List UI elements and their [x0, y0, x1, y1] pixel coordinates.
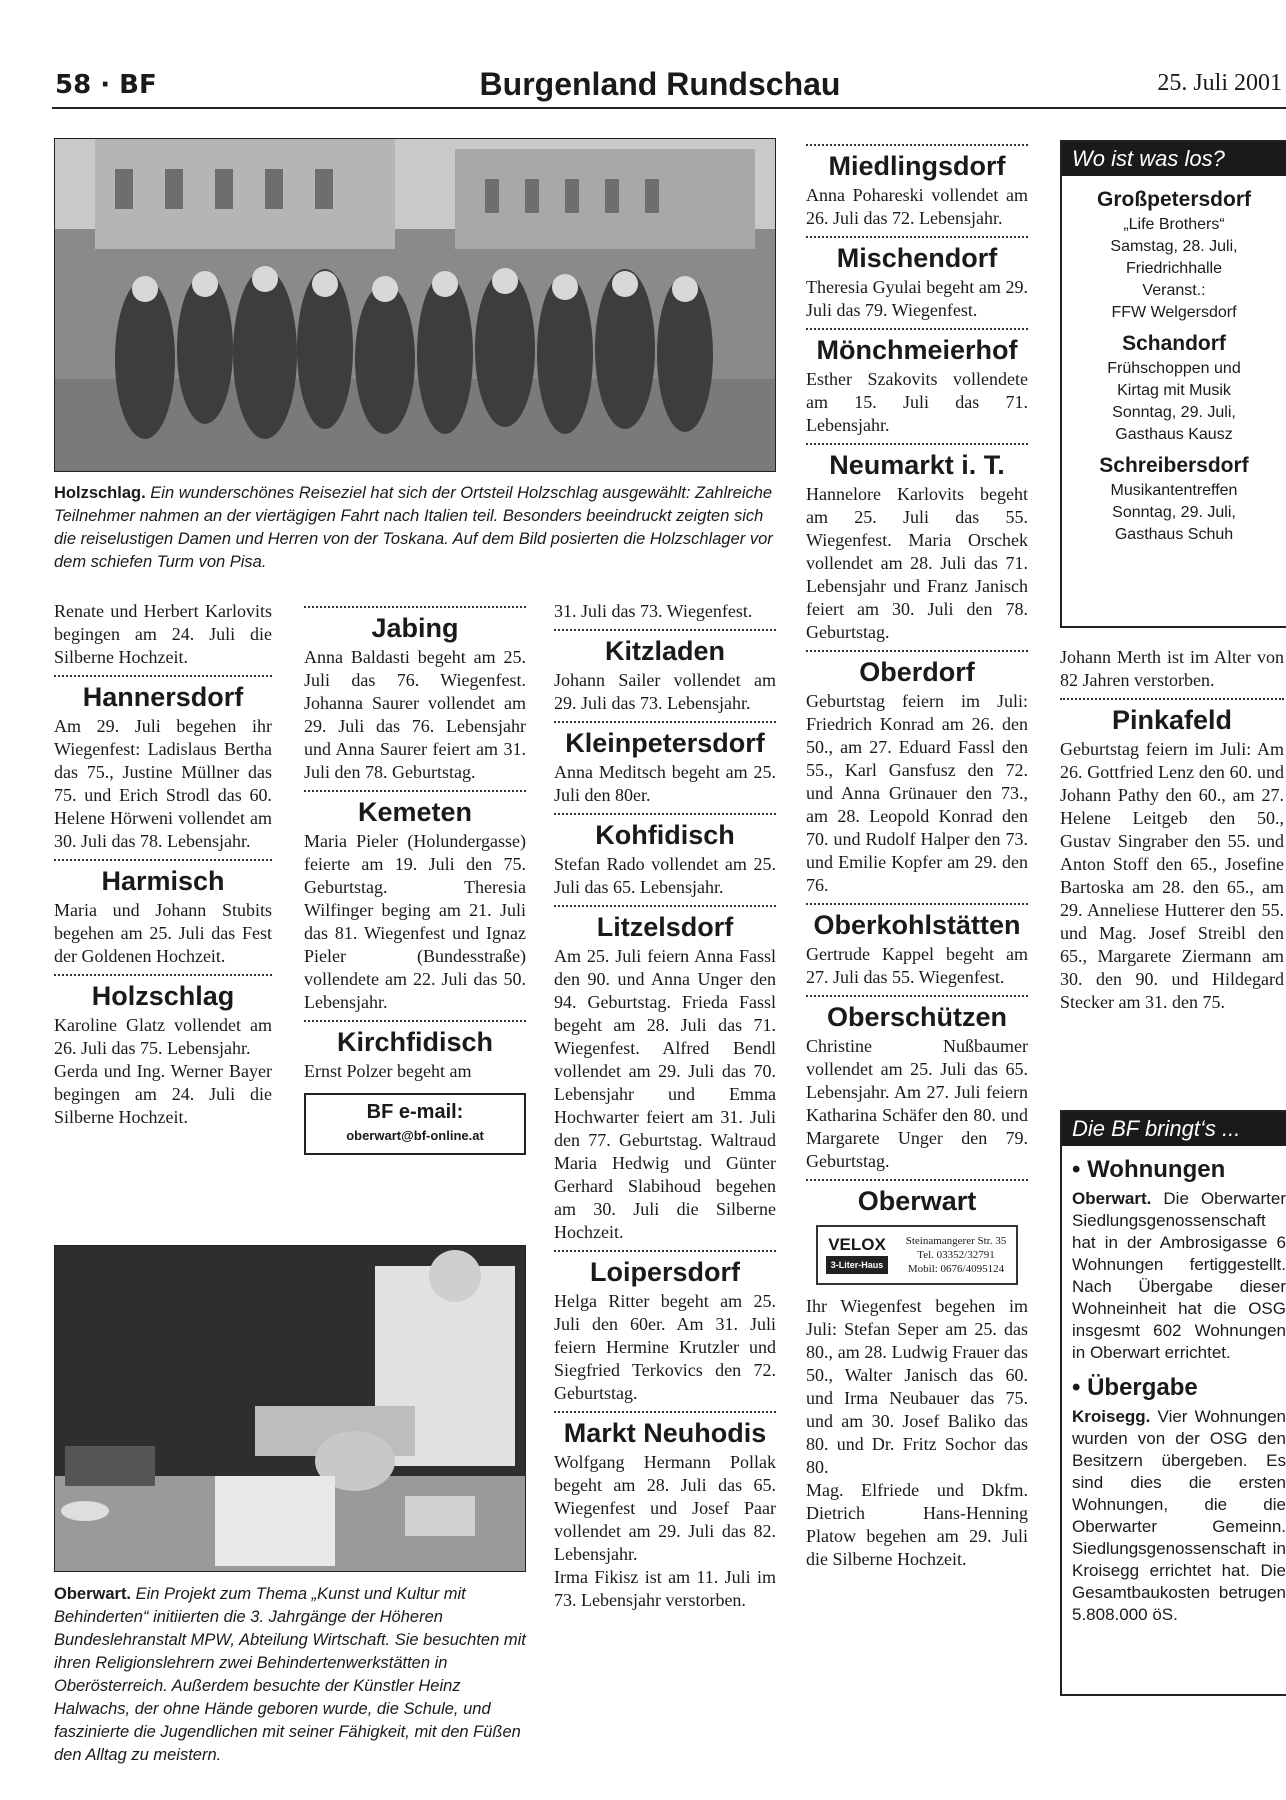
velox-mobile: Mobil: 0676/4095124: [907, 1263, 1005, 1275]
event-line: „Life Brothers“: [1123, 216, 1225, 233]
divider: [54, 859, 272, 861]
col4-text-oberkohlstaetten: Gertrude Kappel begeht am 27. Juli das 55. Wiegenfest.: [806, 944, 1028, 987]
velox-phone: Tel. 03352/32791: [917, 1249, 995, 1261]
col3-text-markt-neuhodis-2: Irma Fikisz ist am 11. Juli im 73. Lebensjahr verstorben.: [554, 1567, 776, 1610]
photo1-caption-place: Holzschlag.: [54, 484, 146, 502]
velox-logo-tag: 3-Liter-Haus: [826, 1256, 888, 1274]
divider: [304, 1020, 526, 1022]
divider: [806, 1179, 1028, 1181]
col4-text-oberschuetzen: Christine Nußbaumer vollendet am 25. Juli das 65. Lebensjahr. Am 27. Juli feiern Katharina Schäfer den 80. und Margarete Unger den 79. Geburtstag.: [806, 1036, 1028, 1171]
event-line: Kirtag mit Musik: [1117, 382, 1231, 399]
wohnungen-place: Oberwart.: [1072, 1189, 1152, 1208]
col3-text-kohfidisch: Stefan Rado vollendet am 25. Juli das 65. Lebensjahr.: [554, 854, 776, 897]
text-wohnungen: [1072, 1188, 1286, 1364]
divider: [806, 903, 1028, 905]
event-line: Gasthaus Kausz: [1115, 426, 1233, 443]
col3-heading-markt-neuhodis: Markt Neuhodis: [563, 1418, 767, 1448]
velox-ad-text: [896, 1234, 1016, 1276]
divider: [54, 675, 272, 677]
col1-intro: Renate und Herbert Karlovits begingen am 24. Juli die Silberne Hochzeit.: [54, 601, 272, 667]
divider: [54, 974, 272, 976]
divider: [1060, 698, 1284, 700]
divider: [806, 144, 1028, 146]
column-4: [806, 138, 1028, 1571]
event-line: FFW Welgersdorf: [1111, 304, 1237, 321]
col3-heading-kleinpetersdorf: Kleinpetersdorf: [565, 728, 765, 758]
velox-ad: [816, 1225, 1018, 1285]
event-line: Friedrichhalle: [1125, 260, 1223, 277]
merth-notice: Johann Merth ist im Alter von 82 Jahren verstorben.: [1060, 647, 1284, 690]
col2-text-kemeten: Maria Pieler (Holundergasse) feierte am 19. Juli den 75. Geburtstag. Theresia Wilfinger beging am 21. Juli das 81. Wiegenfest und Ignaz Pieler (Bundesstraße) vollendete am 22. Juli das 50. Lebensjahr.: [304, 831, 526, 1012]
newspaper-title: Burgenland Rundschau: [479, 66, 841, 102]
col3-text-loipersdorf: Helga Ritter begeht am 25. Juli den 60er. Am 31. Juli feiern Hermine Krutzler und Siegfried Terkovics den 72. Geburtstag.: [554, 1291, 776, 1403]
col2-heading-kemeten: Kemeten: [357, 797, 473, 827]
heading-pinkafeld: Pinkafeld: [1111, 705, 1233, 735]
col3-text-kitzladen: Johann Sailer vollendet am 29. Juli das 73. Lebensjahr.: [554, 670, 776, 713]
divider: [554, 813, 776, 815]
email-address[interactable]: oberwart@bf-online.at: [346, 1128, 484, 1143]
velox-address: Steinamangerer Str. 35: [905, 1235, 1007, 1247]
column-1: [54, 600, 272, 1129]
col4-heading-oberschuetzen: Oberschützen: [826, 1002, 1008, 1032]
col1-text-harmisch: Maria und Johann Stubits begehen am 25. Juli das Fest der Goldenen Hochzeit.: [54, 900, 272, 966]
col4-heading-neumarkt: Neumarkt i. T.: [829, 450, 1005, 480]
group-photo-pisa: [54, 138, 776, 472]
column-3: [554, 600, 776, 1612]
uebergabe-place: Kroisegg.: [1072, 1407, 1151, 1426]
event-line: Musikantentreffen: [1110, 482, 1238, 499]
event-line: Samstag, 28. Juli,: [1110, 238, 1238, 255]
col4-text-oberwart-2: Mag. Elfriede und Dkfm. Dietrich Hans-Henning Platow begehen am 29. Juli die Silberne Hochzeit.: [806, 1480, 1028, 1569]
photo2-caption-text: Ein Projekt zum Thema „Kunst und Kultur mit Behinderten“ initiierten die 3. Jahrgänge der Höheren Bundeslehranstalt MPW, Abteilung Wirtschaft. Sie besuchten mit ihren Religionslehrern zwei Behindertenwerkstätten in Oberösterreich. Außerdem besuchte der Künstler Heinz Halwachs, der ohne Hände geboren wurde, die Schule, und faszinierte die Jugendlichen mit seiner Fähigkeit, mit den Füßen den Alltag zu meistern.: [54, 1585, 526, 1764]
column-2: [304, 600, 526, 1155]
col1-heading-hannersdorf: Hannersdorf: [82, 682, 244, 712]
email-box: [304, 1093, 526, 1155]
divider: [806, 236, 1028, 238]
events-box: [1060, 140, 1286, 628]
event-place-schandorf: Schandorf: [1122, 332, 1226, 355]
page-number: 58 · BF: [55, 70, 157, 100]
text-pinkafeld: Geburtstag feiern im Juli: Am 26. Gottfried Lenz den 60. und Johann Pathy den 60., am 27. Helene Leitgeb den 50., Gustav Singraber den 55. und Anton Stoff den 65., Josefine Bartoska am 28. den 65., am 29. Anneliese Hutterer den 55. und Mag. Josef Streibl den 65., Margarete Ziermann am 30. den 90. und Hildegard Stecker am 31. den 75.: [1060, 739, 1284, 1012]
col1-text-holzschlag-2: Gerda und Ing. Werner Bayer begingen am 24. Juli die Silberne Hochzeit.: [54, 1061, 272, 1127]
heading-uebergabe: • Übergabe: [1072, 1374, 1198, 1401]
event-place-grosspetersdorf: Großpetersdorf: [1096, 188, 1251, 211]
text-uebergabe: [1072, 1406, 1286, 1626]
col3-text-kleinpetersdorf: Anna Meditsch begeht am 25. Juli den 80er.: [554, 762, 776, 805]
event-line: Sonntag, 29. Juli,: [1112, 404, 1236, 421]
col4-text-mischendorf: Theresia Gyulai begeht am 29. Juli das 79. Wiegenfest.: [806, 277, 1028, 320]
divider: [304, 790, 526, 792]
heading-wohnungen: • Wohnungen: [1072, 1156, 1226, 1183]
col4-text-neumarkt: Hannelore Karlovits begeht am 25. Juli das 55. Wiegenfest. Maria Orschek vollendet am 28. Juli das 71. Lebensjahr und Franz Janisch feiert am 30. Juli den 78. Geburtstag.: [806, 484, 1028, 642]
col3-heading-litzelsdorf: Litzelsdorf: [596, 912, 734, 942]
divider: [554, 629, 776, 631]
divider: [554, 1250, 776, 1252]
col3-heading-kitzladen: Kitzladen: [604, 636, 725, 666]
events-box-heading: Wo ist was los?: [1062, 142, 1286, 176]
col4-heading-oberwart: Oberwart: [857, 1186, 977, 1216]
events-list: [1062, 176, 1286, 554]
col1-text-hannersdorf: Am 29. Juli begehen ihr Wiegenfest: Ladislaus Bertha das 75., Justine Müllner das 75. und Erich Strodl das 60. Helene Hörweni vollendet am 30. Juli das 78. Lebensjahr.: [54, 716, 272, 851]
photo1-caption: [54, 482, 776, 574]
col3-text-litzelsdorf: Am 25. Juli feiern Anna Fassl den 90. und Anna Unger den 94. Geburtstag. Frieda Fassl begeht am 28. Juli das 71. Wiegenfest. Alfred Bendl vollendet am 29. Juli das 70. Lebensjahr und Emma Hochwarter feiert am 31. Juli den 77. Geburtstag. Waltraud Maria Hedwig und Günter Gerhard Slabihoud begehen am 30. Juli die Silberne Hochzeit.: [554, 946, 776, 1242]
event-line: Frühschoppen und: [1107, 360, 1241, 377]
col2-text-jabing: Anna Baldasti begeht am 25. Juli das 76. Wiegenfest. Johanna Saurer vollendet am 29. Juli das 76. Lebensjahr und Anna Saurer feiert am 31. Juli den 78. Geburtstag.: [304, 647, 526, 782]
col4-text-miedlingsdorf: Anna Pohareski vollendet am 26. Juli das 72. Lebensjahr.: [806, 185, 1028, 228]
photo1-caption-text: Ein wunderschönes Reiseziel hat sich der Ortsteil Holzschlag ausgewählt: Zahlreiche Teilnehmer nahmen an der viertägigen Fahrt nach Italien teil. Besonders beeindruckt zeigten sich die reiselustigen Damen und Herren von der Toskana. Auf dem Bild posierten die Holzschlager vor dem schiefen Turm von Pisa.: [54, 484, 773, 571]
event-line: Gasthaus Schuh: [1114, 526, 1234, 543]
col4-text-moenchmeierhof: Esther Szakovits vollendete am 15. Juli das 71. Lebensjahr.: [806, 369, 1028, 435]
email-title: BF e-mail:: [366, 1101, 464, 1123]
col2-heading-jabing: Jabing: [371, 613, 459, 643]
col1-heading-harmisch: Harmisch: [101, 866, 225, 896]
header-rule: [52, 107, 1286, 109]
photo2-caption-place: Oberwart.: [54, 1585, 132, 1603]
velox-logo-text: VELOX: [828, 1235, 886, 1254]
col1-text-holzschlag: Karoline Glatz vollendet am 26. Juli das 75. Lebensjahr.: [54, 1015, 272, 1058]
col1-heading-holzschlag: Holzschlag: [91, 981, 235, 1011]
col2-heading-kirchfidisch: Kirchfidisch: [336, 1027, 494, 1057]
divider: [554, 1411, 776, 1413]
event-line: Sonntag, 29. Juli,: [1112, 504, 1236, 521]
uebergabe-text: Vier Wohnungen wurden von der OSG den Besitzern übergeben. Es sind dies die ersten Wohnungen, die die Oberwarter Gemeinn. Siedlungsgenossenschaft in Kroisegg errichtet hat. Die Gesamtbaukosten betrugen 5.808.000 öS.: [1072, 1407, 1286, 1624]
column-5: [1060, 646, 1284, 1014]
col4-text-oberdorf: Geburtstag feiern im Juli: Friedrich Konrad am 26. den 50., am 27. Eduard Fassl den 55., Karl Gansfusz den 72. und Anna Grünauer den 73., am 28. Leopold Konrad den 70. und Rudolf Halper den 73. und Emilie Kopfer am 29. den 76.: [806, 691, 1028, 895]
col3-text-markt-neuhodis: Wolfgang Hermann Pollak begeht am 28. Juli das 65. Wiegenfest und Josef Paar vollendet am 29. Juli das 82. Lebensjahr.: [554, 1452, 776, 1564]
col3-heading-loipersdorf: Loipersdorf: [589, 1257, 740, 1287]
col3-intro: 31. Juli das 73. Wiegenfest.: [554, 601, 753, 621]
col4-text-oberwart: Ihr Wiegenfest begehen im Juli: Stefan Seper am 25. das 80., am 28. Ludwig Frauer das 50., Walter Janisch das 60. und Irma Neubauer das 75. und am 30. Josef Baliko das 80. und Dr. Fritz Sochor das 80.: [806, 1296, 1028, 1477]
event-line: Veranst.:: [1142, 282, 1206, 299]
divider: [806, 443, 1028, 445]
photo2-caption: [54, 1583, 526, 1767]
wohnungen-text: Die Oberwarter Siedlungsgenossenschaft hat in der Ambrosigasse 6 Wohnungen fertiggestellt. Nach Übergabe dieser Wohneinheit hat die OSG insgesmt 602 Wohnungen in Oberwart errichtet.: [1072, 1189, 1286, 1362]
divider: [304, 606, 526, 608]
event-place-schreibersdorf: Schreibersdorf: [1099, 454, 1249, 477]
col4-heading-moenchmeierhof: Mönchmeierhof: [816, 335, 1018, 365]
issue-date: 25. Juli 2001: [1157, 70, 1282, 96]
bf-news-box: [1060, 1110, 1286, 1696]
divider: [806, 328, 1028, 330]
divider: [554, 905, 776, 907]
col3-heading-kohfidisch: Kohfidisch: [595, 820, 735, 850]
col4-heading-mischendorf: Mischendorf: [836, 243, 998, 273]
divider: [554, 721, 776, 723]
bf-news-heading: Die BF bringt‘s ...: [1062, 1112, 1286, 1146]
divider: [806, 650, 1028, 652]
col4-heading-miedlingsdorf: Miedlingsdorf: [828, 151, 1006, 181]
col4-heading-oberdorf: Oberdorf: [859, 657, 975, 687]
col4-heading-oberkohlstaetten: Oberkohlstätten: [813, 910, 1021, 940]
col2-text-kirchfidisch: Ernst Polzer begeht am: [304, 1061, 472, 1081]
velox-logo: [826, 1236, 888, 1274]
artist-photo: [54, 1245, 526, 1572]
divider: [806, 995, 1028, 997]
